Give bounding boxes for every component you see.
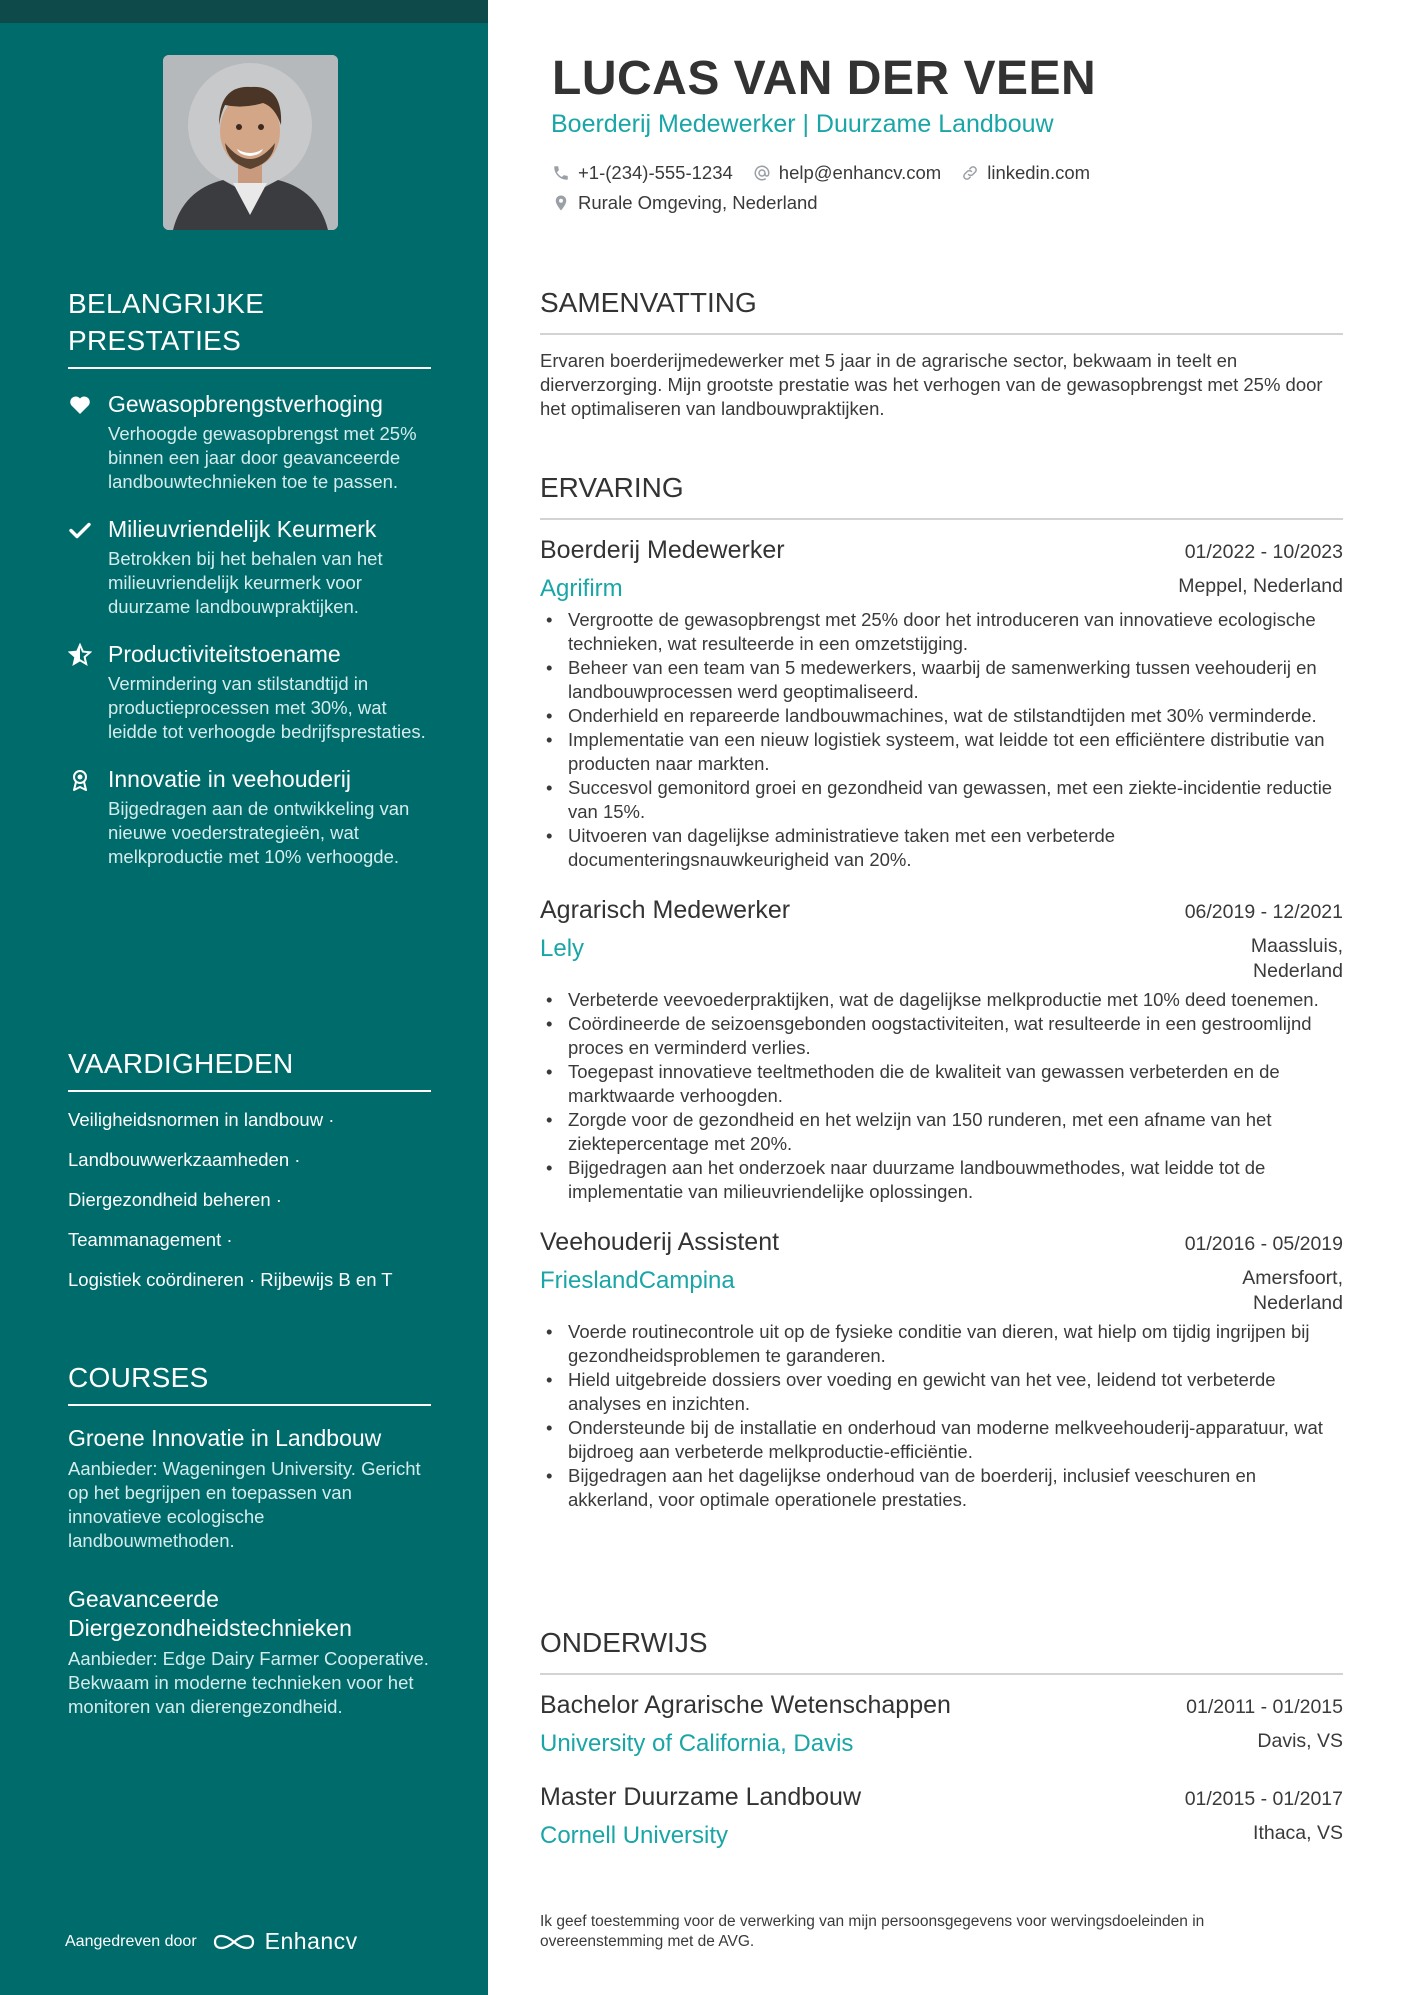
achievements-section — [68, 285, 431, 869]
degree: Master Duurzame Landbouw — [540, 1783, 861, 1811]
achievement-desc: Betrokken bij het behalen van het milieuvriendelijk keurmerk voor duurzame landbouwpraktijken. — [108, 548, 383, 617]
job-bullet: • Voerde routinecontrole uit op de fysieke conditie van dieren, wat hielp om tijdig ingrijpen bij gezondheidsproblemen te garanderen. — [540, 1320, 1343, 1368]
skill-item: Teammanagement · — [68, 1229, 233, 1250]
skill-item: Logistiek coördineren · Rijbewijs B en T — [68, 1269, 393, 1290]
job-bullets — [540, 988, 1343, 1204]
contact-info — [552, 160, 1342, 220]
powered-by — [65, 1928, 358, 1955]
phone-contact[interactable] — [552, 162, 733, 184]
location-text: Rurale Omgeving, Nederland — [578, 192, 818, 213]
headline: Boerderij Medewerker | Duurzame Landbouw — [551, 110, 1054, 138]
skill-item: Landbouwwerkzaamheden · — [68, 1149, 301, 1170]
job-location — [1251, 934, 1343, 984]
degree: Bachelor Agrarische Wetenschappen — [540, 1691, 951, 1719]
job-bullets — [540, 608, 1343, 872]
achievement-title: Gewasopbrengstverhoging — [108, 391, 383, 417]
powered-by-label: Aangedreven door — [65, 1932, 197, 1950]
course-title: Groene Innovatie in Landbouw — [68, 1425, 382, 1451]
school: University of California, Davis — [540, 1730, 854, 1757]
education-location: Ithaca, VS — [1253, 1822, 1343, 1844]
skills-title: VAARDIGHEDEN — [68, 1045, 431, 1092]
link-icon — [961, 164, 979, 182]
job-entry — [540, 534, 1343, 872]
job-bullet: • Succesvol gemonitord groei en gezondheid van gewassen, met een ziekte-incidentie reductie van 15%. — [540, 776, 1343, 824]
job-location-line: Amersfoort, — [1242, 1267, 1343, 1289]
achievement-item — [68, 764, 431, 869]
job-bullet: • Bijgedragen aan het dagelijkse onderhoud van de boerderij, inclusief veeschuren en akkerland, voor optimale operationele prestaties. — [540, 1464, 1343, 1512]
achievement-title: Milieuvriendelijk Keurmerk — [108, 516, 377, 542]
job-title: Boerderij Medewerker — [540, 536, 785, 564]
achievement-desc: Verhoogde gewasopbrengst met 25% binnen een jaar door geavanceerde landbouwtechnieken toe te passen. — [108, 423, 417, 492]
job-location-line: Nederland — [1253, 960, 1343, 982]
job-bullet: • Bijgedragen aan het onderzoek naar duurzame landbouwmethodes, wat leidde tot de implementatie van milieuvriendelijke oplossingen. — [540, 1156, 1343, 1204]
job-company: FrieslandCampina — [540, 1267, 735, 1294]
job-location: Meppel, Nederland — [1178, 575, 1343, 597]
email-contact[interactable] — [753, 162, 941, 184]
job-bullet: • Coördineerde de seizoensgebonden oogstactiviteiten, wat resulteerde in een gestroomlijnd proces en verminderd verlies. — [540, 1012, 1343, 1060]
job-location-line: Nederland — [1253, 1292, 1343, 1314]
skill-item: Veiligheidsnormen in landbouw · — [68, 1109, 335, 1130]
education-entry — [540, 1689, 1343, 1759]
job-bullet: • Onderhield en repareerde landbouwmachines, wat de stilstandtijden met 30% verminderde. — [540, 704, 1343, 728]
courses-title: COURSES — [68, 1359, 431, 1406]
job-location — [1242, 1266, 1343, 1316]
gdpr-consent: Ik geef toestemming voor de verwerking van mijn persoonsgegevens voor wervingsdoeleinden in overeenstemming met de AVG. — [540, 1913, 1205, 1950]
job-bullets — [540, 1320, 1343, 1512]
heart-icon — [68, 393, 94, 419]
achievement-item — [68, 514, 431, 619]
location-contact — [552, 192, 818, 214]
achievement-title: Productiviteitstoename — [108, 641, 341, 667]
job-dates: 01/2016 - 05/2019 — [1184, 1233, 1343, 1255]
job-bullet: • Hield uitgebreide dossiers over voeding en gewicht van het vee, leidend tot verbeterde analyses en inzichten. — [540, 1368, 1343, 1416]
job-bullet: • Toegepast innovatieve teeltmethoden die de kwaliteit van gewassen verbeterden en de marktwaarde verhoogden. — [540, 1060, 1343, 1108]
courses-section — [68, 1359, 431, 1719]
award-icon — [68, 768, 94, 794]
school: Cornell University — [540, 1822, 729, 1849]
sidebar — [0, 0, 488, 1995]
sidebar-top-bar — [0, 0, 488, 23]
phone-icon — [552, 164, 570, 182]
education-location: Davis, VS — [1257, 1730, 1343, 1752]
profile-photo — [163, 55, 338, 230]
linkedin-contact[interactable] — [961, 162, 1090, 184]
course-item — [68, 1424, 431, 1553]
job-entry — [540, 1226, 1343, 1512]
course-desc: Aanbieder: Wageningen University. Gericht op het begrijpen en toepassen van innovatieve ecologische landbouwmethoden. — [68, 1458, 421, 1551]
brand-name: Enhancv — [264, 1928, 358, 1954]
location-pin-icon — [552, 194, 570, 212]
job-dates: 01/2022 - 10/2023 — [1184, 541, 1343, 563]
enhancv-logo-icon — [211, 1931, 257, 1953]
enhancv-logo[interactable] — [211, 1928, 358, 1955]
job-company: Lely — [540, 935, 585, 962]
job-title: Veehouderij Assistent — [540, 1228, 780, 1256]
at-icon — [753, 164, 771, 182]
education-title: ONDERWIJS — [540, 1625, 1343, 1675]
achievement-item — [68, 639, 431, 744]
summary-section — [540, 285, 1343, 421]
education-dates: 01/2011 - 01/2015 — [1186, 1696, 1343, 1718]
education-entry — [540, 1781, 1343, 1851]
education-dates: 01/2015 - 01/2017 — [1184, 1788, 1343, 1810]
job-bullet: • Uitvoeren van dagelijkse administratieve taken met een verbeterde documenteringsnauwkeurigheid van 20%. — [540, 824, 1343, 872]
skill-item: Diergezondheid beheren · — [68, 1189, 282, 1210]
job-location-line: Maassluis, — [1250, 935, 1343, 957]
achievement-item — [68, 389, 431, 494]
candidate-name: LUCAS VAN DER VEEN — [552, 52, 1097, 105]
experience-title: ERVARING — [540, 470, 1343, 520]
course-title: Geavanceerde Diergezondheidstechnieken — [68, 1586, 352, 1641]
job-bullet: • Ondersteunde bij de installatie en onderhoud van moderne melkveehouderij-apparatuur, wat bijdroeg aan verbeterde melkproductie-efficiëntie. — [540, 1416, 1343, 1464]
job-bullet: • Implementatie van een nieuw logistiek systeem, wat leidde tot een efficiëntere distributie van producten naar markten. — [540, 728, 1343, 776]
achievement-title: Innovatie in veehouderij — [108, 766, 351, 792]
course-desc: Aanbieder: Edge Dairy Farmer Cooperative. Bekwaam in moderne technieken voor het monitoren van dierengezondheid. — [68, 1648, 429, 1717]
job-company: Agrifirm — [540, 575, 623, 602]
email-address: help@enhancv.com — [778, 162, 942, 183]
course-item — [68, 1585, 431, 1719]
experience-section — [540, 470, 1343, 1512]
job-bullet: • Vergrootte de gewasopbrengst met 25% door het introduceren van innovatieve ecologische technieken, wat resulteerde in een omzetstijging. — [540, 608, 1343, 656]
job-bullet: • Verbeterde veevoederpraktijken, wat de dagelijkse melkproductie met 10% deed toenemen. — [540, 988, 1343, 1012]
education-section — [540, 1625, 1343, 1851]
achievement-desc: Vermindering van stilstandtijd in productieprocessen met 30%, wat leidde tot verhoogde bedrijfsprestaties. — [108, 673, 426, 742]
job-dates: 06/2019 - 12/2021 — [1184, 901, 1343, 923]
summary-title: SAMENVATTING — [540, 285, 1343, 335]
summary-text: Ervaren boerderijmedewerker met 5 jaar in de agrarische sector, bekwaam in teelt en dierverzorging. Mijn grootste prestatie was het verhogen van de gewasopbrengst met 25% door het optimaliseren van landbouwpraktijken. — [540, 350, 1323, 419]
achievements-title: BELANGRIJKE PRESTATIES — [68, 285, 431, 369]
job-bullet: • Zorgde voor de gezondheid en het welzijn van 150 runderen, met een afname van het ziektepercentage met 20%. — [540, 1108, 1343, 1156]
star-half-icon — [68, 643, 94, 669]
linkedin-url: linkedin.com — [987, 162, 1091, 183]
job-entry — [540, 894, 1343, 1204]
job-title: Agrarisch Medewerker — [540, 896, 791, 924]
phone-number: +1-(234)-555-1234 — [578, 162, 733, 183]
job-bullet: • Beheer van een team van 5 medewerkers, waarbij de samenwerking tussen veehouderij en landbouwprocessen werd geoptimaliseerd. — [540, 656, 1343, 704]
skills-section — [68, 1045, 431, 1292]
check-icon — [68, 518, 94, 544]
achievement-desc: Bijgedragen aan de ontwikkeling van nieuwe voederstrategieën, wat melkproductie met 10% verhoogde. — [108, 798, 410, 867]
